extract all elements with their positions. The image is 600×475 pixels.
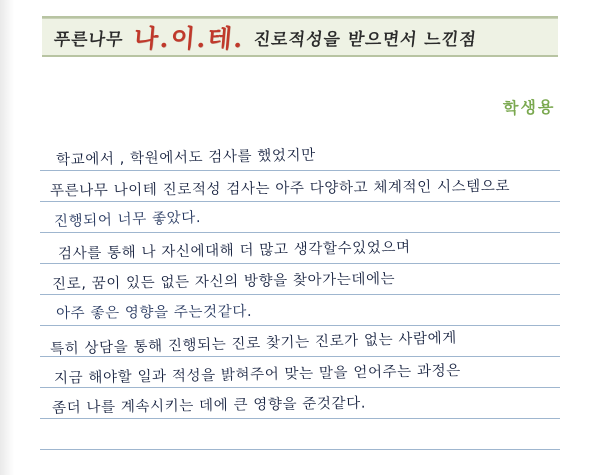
ruled-line bbox=[40, 295, 560, 326]
audience-label: 학생용 bbox=[502, 97, 556, 118]
ruled-line bbox=[40, 233, 560, 264]
handwritten-line: 진행되어 너무 좋았다. bbox=[53, 209, 202, 231]
ruled-line bbox=[40, 202, 560, 233]
ruled-line bbox=[40, 140, 560, 171]
ruled-line bbox=[40, 388, 560, 419]
header-title-text: 진로적성을 받으면서 느낀점 bbox=[252, 29, 478, 50]
header-banner bbox=[42, 18, 558, 56]
handwritten-line: 검사를 통해 나 자신에대해 더 많고 생각할수있었으며 bbox=[57, 239, 411, 263]
handwritten-line: 푸른나무 나이테 진로적성 검사는 아주 다양하고 체계적인 시스템으로 bbox=[49, 178, 511, 200]
handwritten-line: 지금 해야할 일과 적성을 밝혀주어 맞는 말을 얻어주는 과정은 bbox=[53, 363, 462, 387]
handwritten-line: 학교에서 , 학원에서도 검사를 했었지만 bbox=[55, 147, 316, 169]
ruled-writing-sheet bbox=[40, 140, 560, 440]
ruled-line bbox=[40, 326, 560, 357]
handwritten-line: 특히 상담을 통해 진행되는 진로 찾기는 진로가 없는 사람에게 bbox=[49, 330, 458, 358]
handwritten-line: 아주 좋은 영향을 주는것같다. bbox=[55, 303, 253, 323]
header-prefix-text: 푸른나무 bbox=[52, 29, 125, 50]
ruled-line bbox=[40, 171, 560, 202]
header-brand-text: 나.이.테. bbox=[132, 24, 246, 53]
ruled-line bbox=[40, 357, 560, 388]
scan-edge-shadow bbox=[0, 0, 14, 475]
ruled-line bbox=[40, 419, 560, 450]
handwritten-line: 진로, 꿈이 있든 없든 자신의 방향을 찾아가는데에는 bbox=[51, 271, 396, 293]
header-bottom-rule bbox=[42, 55, 558, 57]
ruled-line bbox=[40, 264, 560, 295]
handwritten-line: 좀더 나를 계속시키는 데에 큰 영향을 준것같다. bbox=[51, 395, 367, 417]
